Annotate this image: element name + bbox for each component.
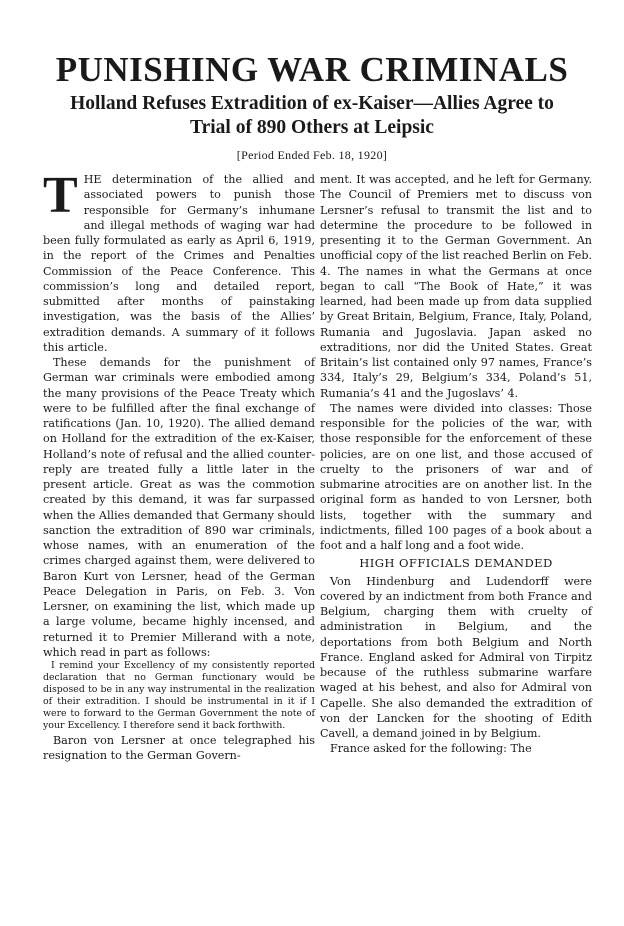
period-line: [Period Ended Feb. 18, 1920]	[236, 148, 388, 162]
paragraph	[43, 167, 315, 355]
drop-cap: T	[43, 167, 78, 224]
paragraph-text: HE determination of the allied and associated powers to punish those responsible for Germany’s inhumane and illegal methods of waging war had been fully formulated as early as April 6, 1919, in the report of the Crimes and Penalties Commission of the Peace Conference. This commission’s long and detailed report, submitted after months of painstaking investigation, was the basis of the Allies’ extradition demands. A summary of it follows this article.	[43, 173, 315, 354]
paragraph: These demands for the punishment of German war criminals were embodied among the many provisions of the Peace Treaty which were to be fulfilled after the final exchange of ratifications (Jan. 10, 1920). The allied demand on Holland for the extradition of the ex-Kaiser, Holland’s note of refusal and the allied counter-reply are treated fully a little later in the present article. Great as was the commotion created by this demand, it was far surpassed when the Allies demanded that Germany should sanction the extradition of 890 war criminals, whose names, with an enumeration of the crimes charged against them, were delivered to Baron Kurt von Lersner, head of the German Peace Delegation in Paris, on Feb. 3. Von Lersner, on examining the list, which made up a large volume, became highly incensed, and returned it to Premier Millerand with a note, which read in part as follows:	[43, 356, 315, 659]
section-heading: HIGH OFFICIALS DEMANDED	[359, 556, 553, 571]
article-title: PUNISHING WAR CRIMINALS	[55, 50, 569, 89]
paragraph: France asked for the following: The	[330, 742, 532, 756]
block-quote: I remind your Excellency of my consistently reported declaration that no German functionary would be disposed to be in any way instrumental in the realization of their extradition. I should be instrumental in it if I were to forward to the German Government the note of your Excellency. I therefore send it back forthwith.	[43, 660, 315, 732]
right-column	[320, 172, 592, 757]
paragraph: Von Hindenburg and Ludendorff were covered by an indictment from both France and Belgium, charging them with cruelty of administration in Belgium, and the deportations from both Belgium and North France. England asked for Admiral von Tirpitz because of the ruthless submarine warfare waged at his behest, and also for Admiral von Capelle. She also demanded the extradition of von der Lancken for the shooting of Edith Cavell, a demand joined in by Belgium.	[320, 574, 592, 740]
paragraph: The names were divided into classes: Those responsible for the policies of the war, with those responsible for the enforcement of these policies, are on one list, and those accused of cruelty to the prisoners of war and of submarine atrocities are on another list. In the original form as handed to von Lersner, both lists, together with the summary and indictments, filled 100 pages of a book about a foot and a half long and a foot wide.	[320, 401, 592, 552]
article-subtitle: Holland Refuses Extradition of ex-Kaiser—Allies Agree to Trial of 890 Others at Leipsic	[70, 93, 554, 138]
paragraph: Baron von Lersner at once telegraphed his resignation to the German Govern-	[43, 733, 315, 762]
paragraph: ment. It was accepted, and he left for Germany. The Council of Premiers met to discuss von Lersner’s refusal to transmit the list and to determine the procedure to be followed in presenting it to the German Government. An unofficial copy of the list reached Berlin on Feb. 4. The names in what the Germans at once began to call “The Book of Hate,” it was learned, had been made up from data supplied by Great Britain, Belgium, France, Italy, Poland, Rumania and Jugoslavia. Japan asked no extraditions, nor did the United States. Great Britain’s list contained only 97 names, France’s 334, Italy’s 29, Belgium’s 334, Poland’s 51, Rumania’s 41 and the Jugoslavs’ 4.	[320, 173, 593, 400]
left-column	[43, 167, 315, 763]
